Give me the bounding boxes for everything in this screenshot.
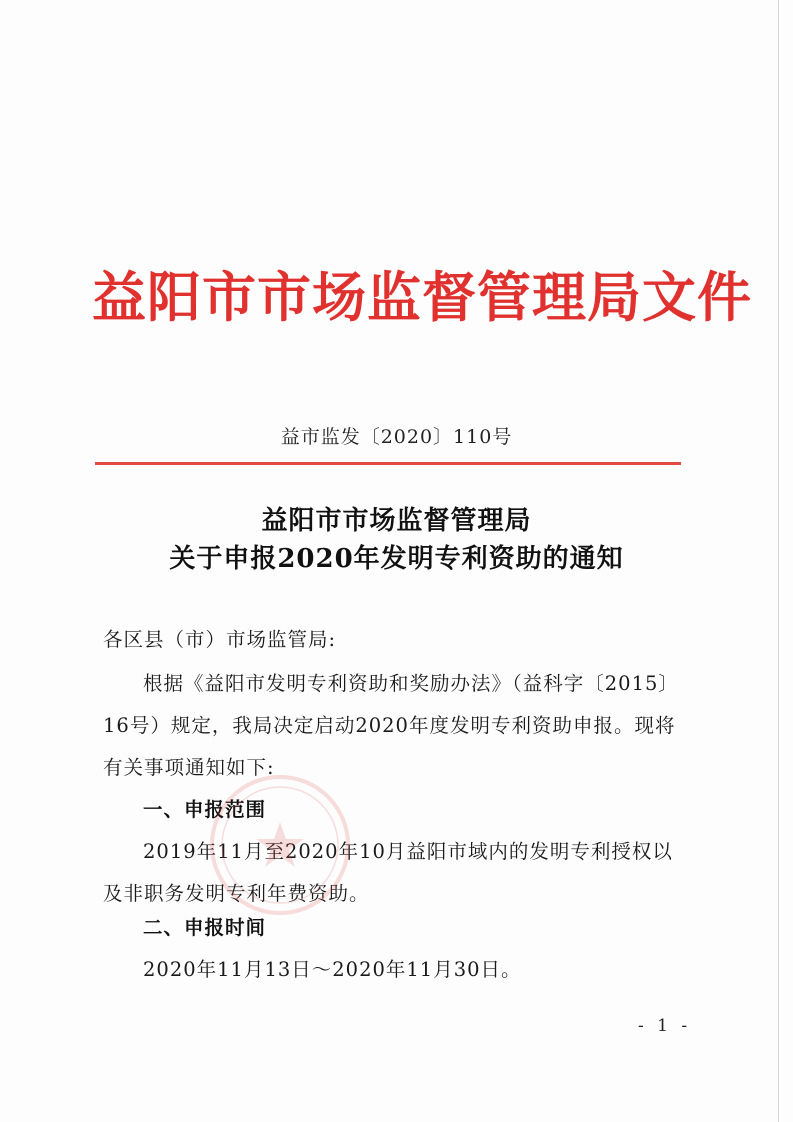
section-1-line-2: 及非职务发明专利年费资助。 <box>103 882 370 905</box>
section-2-line-1: 2020年11月13日～2020年11月30日。 <box>143 958 522 981</box>
salutation: 各区县（市）市场监管局: <box>103 628 337 651</box>
paragraph-1-line-2: 16号）规定，我局决定启动2020年度发明专利资助申报。现将 <box>103 714 676 737</box>
document-header-title: 益阳市市场监督管理局文件 <box>92 265 752 329</box>
section-1-line-1: 2019年11月至2020年10月益阳市域内的发明专利授权以 <box>143 840 673 863</box>
official-seal-watermark <box>205 770 355 920</box>
notice-title-line-2: 关于申报2020年发明专利资助的通知 <box>169 544 624 574</box>
notice-title-line-1: 益阳市市场监督管理局 <box>261 506 532 536</box>
header-red-rule <box>95 462 681 465</box>
section-1-heading: 一、申报范围 <box>143 798 267 821</box>
document-number: 益市监发〔2020〕110号 <box>280 426 513 448</box>
paragraph-1-line-3: 有关事项通知如下: <box>103 756 275 779</box>
paragraph-1-line-1: 根据《益阳市发明专利资助和奖励办法》（益科字〔2015〕 <box>143 672 679 695</box>
section-2-heading: 二、申报时间 <box>143 916 267 939</box>
page-number: - 1 - <box>638 1016 692 1036</box>
